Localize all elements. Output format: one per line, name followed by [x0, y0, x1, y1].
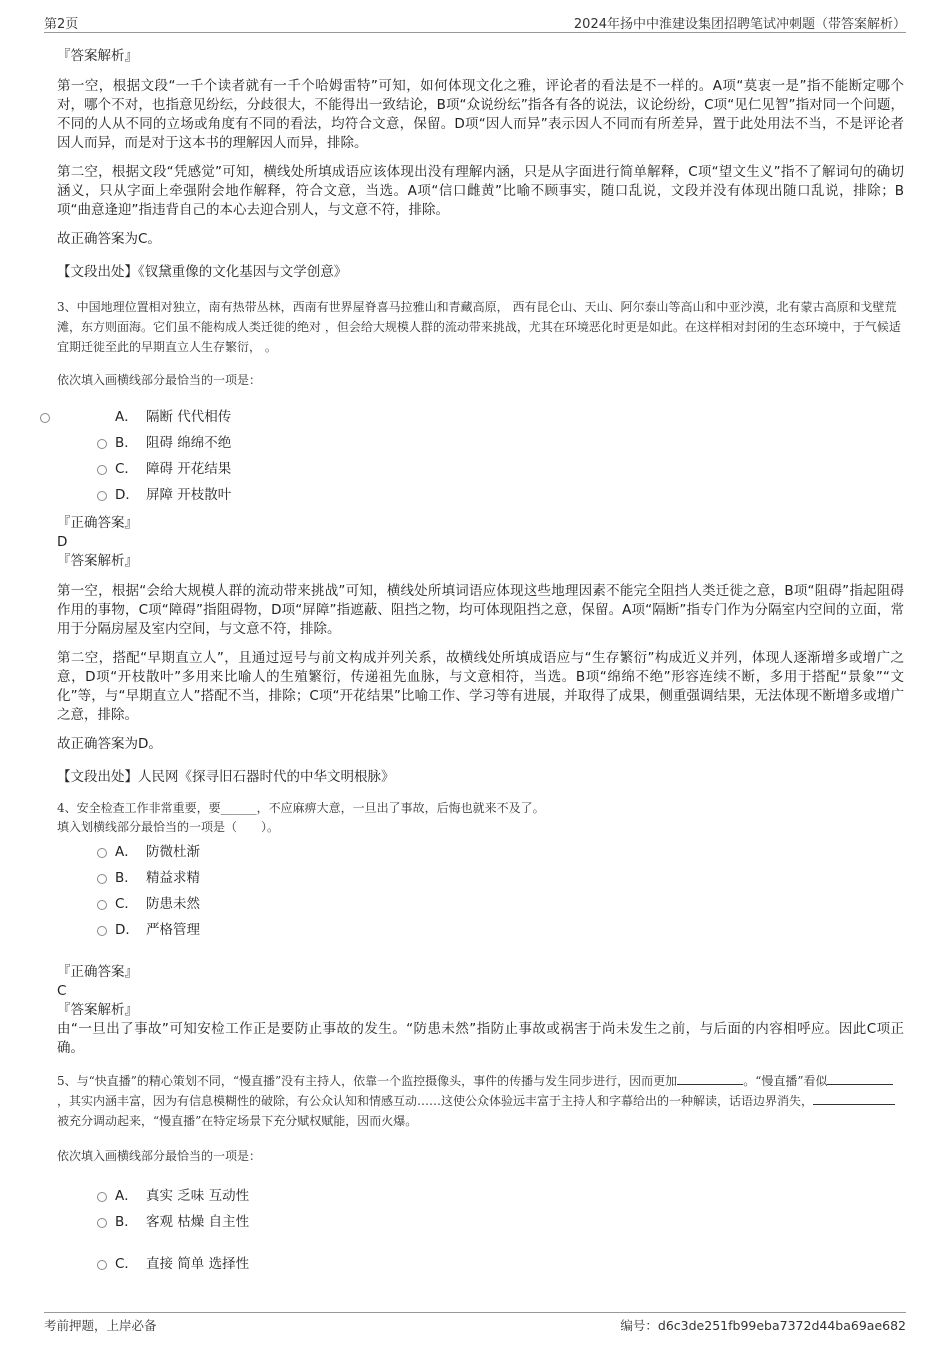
- q3-analysis-p2: 第二空，搭配“早期直立人”，且通过逗号与前文构成并列关系，故横线处所填成语应与“生存繁衍”构成近义并列，体现人逐渐增多或增广之意，D项“开枝散叶”多用来比喻人的生殖繁衍，传递祖先血脉，与文意相符，当选。B项“绵绵不绝”形容连续不断，多用于搭配“景象”“文化”等，与“早期直立人”搭配不当，排除；C项“开花结果”比喻工作、学习等有进展，并取得了成果，侧重强调结果，无法体现不断增多或增广之意，排除。: [57, 650, 904, 723]
- q3-options: [0, 404, 904, 508]
- option-letter: C．: [115, 896, 138, 912]
- q4-options: [0, 839, 904, 943]
- q4-option-b[interactable]: [0, 865, 904, 891]
- q3-option-b[interactable]: [0, 430, 904, 456]
- q3-option-d[interactable]: [0, 482, 904, 508]
- q4-stem-part2: ，不应麻痹大意，一旦出了事故，后悔也就来不及了。: [256, 801, 545, 815]
- q2-analysis-p1: 第一空，根据文段“一千个读者就有一千个哈姆雷特”可知，如何体现文化之雅，评论者的看法是不一样的。A项“莫衷一是”指不能断定哪个对，哪个不对，也指意见纷纭，分歧很大，不能得出一致结论，B项“众说纷纭”指各有各的说法，议论纷纷，C项“见仁见智”指对同一个问题，不同的人从不同的立场或角度有不同的看法，均符合文意，保留。D项“因人而异”表示因人不同而有所差异，置于此处用法不当，不是评论者因人而异，而是对于这本书的理解因人而异，排除。: [57, 78, 904, 151]
- radio-button[interactable]: [97, 439, 107, 449]
- option-letter: A．: [115, 844, 138, 860]
- option-text: 防微杜渐: [146, 844, 200, 860]
- radio-button[interactable]: [97, 1260, 107, 1270]
- footer-slogan: 考前押题，上岸必备: [44, 1318, 157, 1333]
- option-letter: A．: [115, 409, 138, 425]
- q5-stem: [57, 1071, 904, 1131]
- q3-analysis-label: 『答案解析』: [57, 553, 138, 569]
- q5-prompt: 依次填入画横线部分最恰当的一项是：: [57, 1149, 262, 1163]
- q4-option-c[interactable]: [0, 891, 904, 917]
- document-code-label: 编号：: [620, 1318, 658, 1333]
- document-code: [620, 1316, 906, 1334]
- q5-blank-3: [813, 1092, 895, 1105]
- option-text: 直接 简单 选择性: [146, 1256, 250, 1272]
- radio-button[interactable]: [97, 491, 107, 501]
- option-letter: D．: [115, 922, 139, 938]
- q5-blank-2: [827, 1072, 893, 1085]
- radio-button[interactable]: [97, 848, 107, 858]
- option-text: 屏障 开枝散叶: [146, 487, 232, 503]
- q2-analysis-label: 『答案解析』: [57, 48, 138, 64]
- q3-source: 【文段出处】人民网《探寻旧石器时代的中华文明根脉》: [57, 769, 395, 785]
- q3-stem: 3、中国地理位置相对独立，南有热带丛林，西南有世界屋脊喜马拉雅山和青藏高原， 西有昆仑山、天山、阿尔泰山等高山和中亚沙漠，北有蒙古高原和戈壁荒滩，东方则面海。它们虽不能构成人类迁徙的绝对 ，但会给大规模人群的流动带来挑战，尤其在环境恶化时更是如此。在这样相对封闭的生态环境中，于气候适宜期迁徙至此的早期直立人生存繁衍， 。: [57, 300, 901, 354]
- radio-button[interactable]: [40, 413, 50, 423]
- option-text: 精益求精: [146, 870, 200, 886]
- radio-button[interactable]: [97, 1192, 107, 1202]
- option-text: 防患未然: [146, 896, 200, 912]
- option-letter: B．: [115, 870, 138, 886]
- q4-option-a[interactable]: [0, 839, 904, 865]
- q5-stem-part2: 。“慢直播”看似: [743, 1074, 828, 1088]
- option-letter: D．: [115, 487, 139, 503]
- radio-button[interactable]: [97, 874, 107, 884]
- q4-stem-part1: 4、安全检查工作非常重要，要: [57, 801, 221, 815]
- page-footer: [44, 1312, 906, 1337]
- page-content: [57, 44, 904, 1277]
- radio-button[interactable]: [97, 900, 107, 910]
- q3-conclusion: 故正确答案为D。: [57, 736, 162, 752]
- page-header: [44, 10, 906, 33]
- q4-correct-answer: C: [57, 983, 67, 999]
- option-text: 客观 枯燥 自主性: [146, 1214, 250, 1230]
- q5-options: [0, 1183, 904, 1277]
- radio-button[interactable]: [97, 1218, 107, 1228]
- option-letter: A．: [115, 1188, 138, 1204]
- q3-correct-label: 『正确答案』: [57, 515, 138, 531]
- q2-analysis-p2: 第二空，根据文段“凭感觉”可知，横线处所填成语应该体现出没有理解内涵，只是从字面进行简单解释，C项“望文生义”指不了解词句的确切涵义，只从字面上牵强附会地作解释，符合文意，当选。A项“信口雌黄”比喻不顾事实，随口乱说，文段并没有体现出随口乱说，排除；B项“曲意逢迎”指违背自己的本心去迎合别人，与文意不符，排除。: [57, 164, 904, 218]
- option-text: 严格管理: [146, 922, 200, 938]
- q4-stem-blank: ______: [220, 801, 257, 815]
- q3-prompt: 依次填入画横线部分最恰当的一项是：: [57, 373, 262, 387]
- page-number: 第2页: [44, 17, 79, 32]
- option-letter: C．: [115, 461, 138, 477]
- q3-analysis-p1: 第一空，根据“会给大规模人群的流动带来挑战”可知，横线处所填词语应体现这些地理因素不能完全阻挡人类迁徙之意，B项“阻碍”指起阻碍作用的事物，C项“障碍”指阻碍物，D项“屏障”指遮蔽、阻挡之物，均可体现阻挡之意，保留。A项“隔断”指专门作为分隔室内空间的立面，常用于分隔房屋及室内空间，与文意不符，排除。: [57, 583, 904, 637]
- option-text: 阻碍 绵绵不绝: [146, 435, 232, 451]
- q5-stem-part3: ，其实内涵丰富，因为有信息模糊性的破除，有公众认知和情感互动……这使公众体验远丰富于主持人和字幕给出的一种解读，话语边界消失，: [57, 1094, 814, 1108]
- q2-source: 【文段出处】《钗黛重像的文化基因与文学创意》: [57, 264, 348, 280]
- radio-button[interactable]: [97, 926, 107, 936]
- option-letter: B．: [115, 435, 138, 451]
- q5-option-b[interactable]: [0, 1209, 904, 1235]
- option-text: 真实 乏味 互动性: [146, 1188, 250, 1204]
- q4-correct-label: 『正确答案』: [57, 964, 138, 980]
- q5-stem-part4: 被充分调动起来，“慢直播”在特定场景下充分赋权赋能，因而火爆。: [57, 1114, 418, 1128]
- q3-correct-answer: D: [57, 534, 68, 550]
- option-text: 障碍 开花结果: [146, 461, 232, 477]
- q2-conclusion: 故正确答案为C。: [57, 231, 161, 247]
- q4-stem: [57, 799, 904, 818]
- option-letter: C．: [115, 1256, 138, 1272]
- q4-analysis-label: 『答案解析』: [57, 1002, 138, 1018]
- radio-button[interactable]: [97, 465, 107, 475]
- option-letter: B．: [115, 1214, 138, 1230]
- document-code-value: d6c3de251fb99eba7372d44ba69ae682: [657, 1318, 906, 1333]
- q3-option-a[interactable]: [0, 404, 904, 430]
- q5-blank-1: [677, 1072, 743, 1085]
- document-title: 2024年扬中中淮建设集团招聘笔试冲刺题（带答案解析）: [573, 17, 906, 32]
- q4-prompt: 填入划横线部分最恰当的一项是（ ）。: [57, 820, 280, 834]
- q5-stem-part1: 5、与“快直播”的精心策划不同，“慢直播”没有主持人，依靠一个监控摄像头，事件的传播与发生同步进行，因而更加: [57, 1074, 678, 1088]
- q3-option-c[interactable]: [0, 456, 904, 482]
- option-text: 隔断 代代相传: [146, 409, 232, 425]
- q4-analysis-p1: 由“一旦出了事故”可知安检工作正是要防止事故的发生。“防患未然”指防止事故或祸害于尚未发生之前，与后面的内容相呼应。因此C项正确。: [57, 1021, 904, 1056]
- q4-option-d[interactable]: [0, 917, 904, 943]
- q5-option-c[interactable]: [0, 1251, 904, 1277]
- q5-option-a[interactable]: [0, 1183, 904, 1209]
